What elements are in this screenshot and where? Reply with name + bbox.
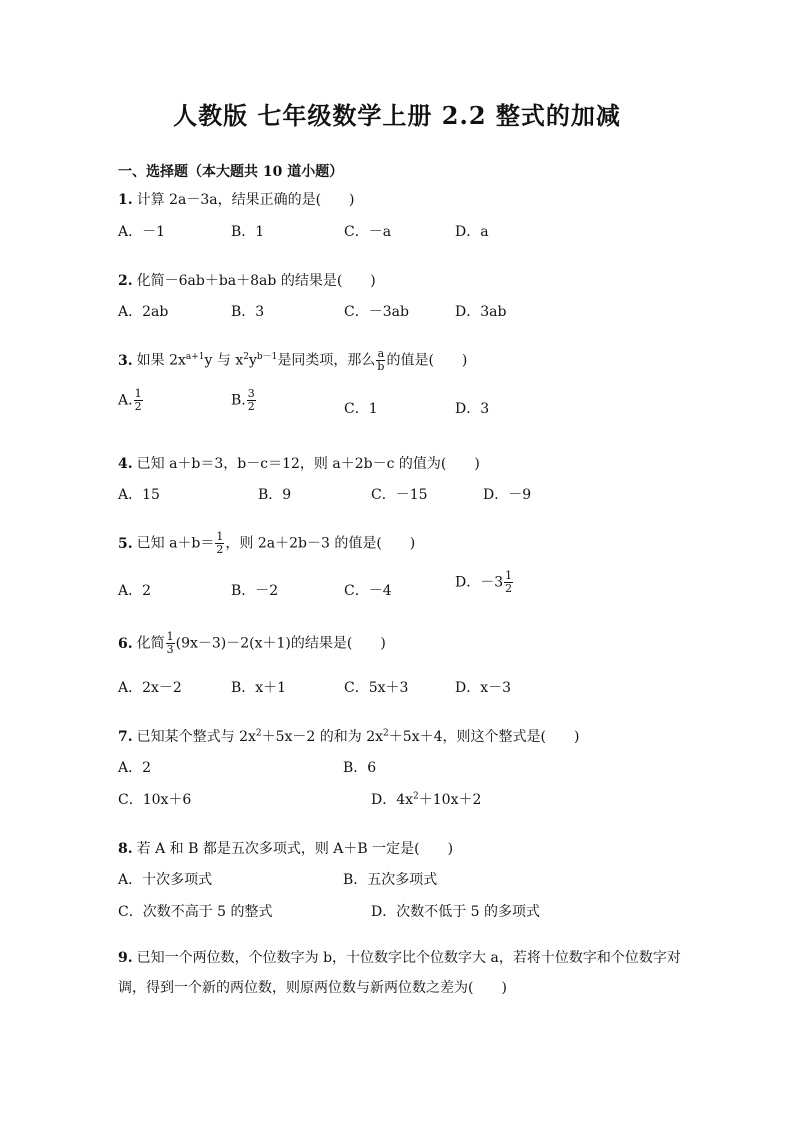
option-d: D．次数不低于 5 的多项式 (371, 904, 541, 920)
fraction-numerator: 1 (166, 630, 174, 643)
question-number: 4. (118, 456, 133, 472)
question-2 (118, 270, 376, 290)
option-a: A．2ab (118, 304, 169, 320)
option-label: D．－3 (455, 574, 504, 591)
option-label: A. (118, 392, 133, 409)
fraction (247, 388, 256, 413)
option-d (455, 570, 514, 595)
question-text: 已知 a＋b＝3，b－c＝12，则 a＋2b－c 的值为( ) (136, 456, 480, 472)
option-d (371, 789, 481, 809)
question-5 (118, 531, 415, 556)
question-text: (9x－3)－2(x＋1)的结果是( ) (175, 635, 386, 652)
question-7 (118, 726, 579, 746)
question-text: 如果 2x (136, 352, 186, 369)
question-text: 已知某个整式与 2x (136, 729, 256, 745)
option-d: D．3 (455, 401, 490, 417)
option-b: B．6 (343, 760, 377, 776)
question-3 (118, 348, 467, 373)
option-b: B．1 (231, 224, 265, 240)
question-number: 3. (118, 352, 133, 369)
question-number: 6. (118, 635, 133, 652)
question-9 (118, 943, 688, 1003)
option-a: A．十次多项式 (118, 872, 213, 888)
fraction-denominator: 2 (505, 582, 513, 595)
option-c: C．－4 (344, 583, 392, 599)
option-c: C．－15 (371, 487, 428, 503)
question-number: 1. (118, 192, 133, 208)
option-b: B．3 (231, 304, 265, 320)
option-c: C．10x＋6 (118, 792, 192, 808)
question-text: ＋5x－2 的和为 2x (261, 729, 384, 745)
option-d: D．－9 (483, 487, 532, 503)
question-text: 的值是( ) (386, 352, 468, 369)
option-a (118, 388, 144, 413)
exponent: 2 (243, 351, 249, 362)
question-text: y 与 x (204, 352, 244, 369)
question-text: ，则 2a＋2b－3 的值是( ) (225, 535, 416, 552)
option-c: C．5x＋3 (344, 680, 409, 696)
exponent: b－1 (256, 351, 278, 362)
fraction-numerator: 1 (216, 530, 224, 543)
question-text: 已知一个两位数，个位数字为 b，十位数字比个位数字大 a，若将十位数字和个位数字对调，得到一个新的两位数，则原两位数与新两位数之差为( ) (118, 950, 681, 996)
fraction-denominator: 2 (134, 400, 142, 413)
fraction-numerator: 3 (247, 387, 255, 400)
option-a: A．－1 (118, 224, 166, 240)
question-text: ＋5x＋4，则这个整式是( ) (388, 729, 580, 745)
page-title: 人教版 七年级数学上册 2.2 整式的加减 (173, 101, 621, 130)
question-number: 7. (118, 729, 133, 745)
option-a: A．2 (118, 583, 152, 599)
option-d: D．a (455, 224, 489, 240)
option-c: C．次数不高于 5 的整式 (118, 904, 273, 920)
fraction (215, 531, 224, 556)
question-number: 5. (118, 535, 133, 552)
option-d: D．x－3 (455, 680, 512, 696)
fraction-denominator: b (377, 360, 385, 373)
option-b: B．－2 (231, 583, 279, 599)
option-c: C．1 (344, 401, 378, 417)
fraction-numerator: 1 (134, 387, 142, 400)
question-4 (118, 453, 480, 473)
option-b (231, 388, 257, 413)
fraction-denominator: 2 (216, 543, 224, 556)
fraction (376, 348, 385, 373)
option-d: D．3ab (455, 304, 507, 320)
option-b: B．x＋1 (231, 680, 287, 696)
question-number: 9. (118, 950, 133, 966)
option-c: C．－a (344, 224, 392, 240)
fraction-denominator: 3 (166, 643, 174, 656)
option-b: B．五次多项式 (343, 872, 438, 888)
fraction-denominator: 2 (247, 400, 255, 413)
fraction-numerator: a (377, 347, 385, 360)
question-number: 8. (118, 841, 133, 857)
question-text: 是同类项，那么 (277, 352, 376, 369)
exponent: a+1 (185, 351, 205, 362)
question-number: 2. (118, 273, 133, 289)
option-label: B. (231, 392, 246, 409)
option-text: ＋10x＋2 (418, 792, 482, 808)
question-8 (118, 838, 453, 858)
question-1 (118, 189, 355, 209)
question-6 (118, 631, 386, 656)
exponent: 2 (255, 728, 262, 739)
question-text: 若 A 和 B 都是五次多项式，则 A＋B 一定是( ) (136, 841, 454, 857)
question-text: 计算 2a－3a，结果正确的是( ) (136, 192, 355, 208)
fraction (504, 570, 513, 595)
option-a: A．15 (118, 487, 160, 503)
question-text: 化简 (136, 635, 165, 652)
fraction (166, 631, 175, 656)
option-c: C．－3ab (344, 304, 409, 320)
question-text: 化简－6ab＋ba＋8ab 的结果是( ) (136, 273, 376, 289)
fraction (134, 388, 143, 413)
question-text: y (248, 352, 257, 369)
option-a: A．2 (118, 760, 152, 776)
section-heading: 一、选择题（本大题共 10 道小题） (118, 164, 344, 180)
exponent: 2 (413, 791, 419, 802)
option-b: B．9 (258, 487, 292, 503)
option-label: D．4x (371, 792, 414, 808)
exponent: 2 (383, 728, 389, 739)
option-a: A．2x－2 (118, 680, 182, 696)
fraction-numerator: 1 (505, 569, 513, 582)
question-text: 已知 a＋b＝ (136, 535, 215, 552)
